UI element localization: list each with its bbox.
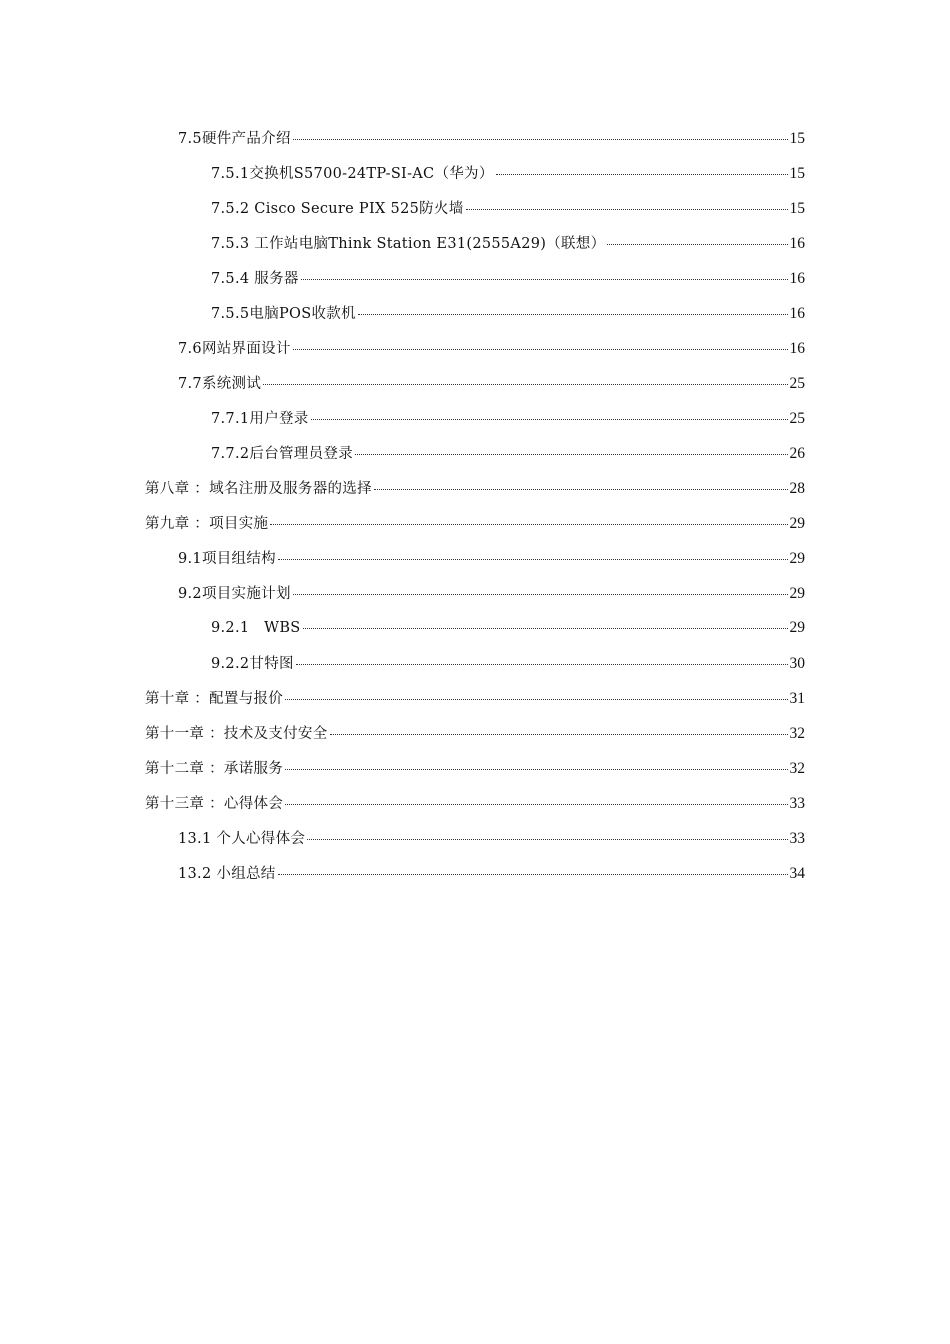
toc-entry[interactable] <box>0 155 950 190</box>
toc-dot-leader <box>293 349 788 350</box>
toc-entry-inner <box>178 372 805 393</box>
toc-entry-title: 第十二章 ：承诺服务 <box>145 761 284 777</box>
toc-entry-inner <box>145 792 805 813</box>
toc-entry-title: 7.6网站界面设计 <box>178 341 291 357</box>
toc-entry[interactable] <box>0 610 950 645</box>
toc-entry-inner <box>211 162 805 183</box>
toc-entry[interactable] <box>0 400 950 435</box>
toc-entry-page-number: 29 <box>789 585 805 602</box>
toc-dot-leader <box>358 314 788 315</box>
toc-entry[interactable] <box>0 435 950 470</box>
toc-dot-leader <box>296 664 788 665</box>
toc-entry-inner <box>145 687 805 708</box>
toc-entry-page-number: 30 <box>789 655 805 672</box>
toc-entry[interactable] <box>0 855 950 890</box>
toc-entry[interactable] <box>0 645 950 680</box>
toc-entry-title: 9.1项目组结构 <box>178 551 276 567</box>
toc-entry[interactable] <box>0 785 950 820</box>
toc-entry-inner <box>178 582 805 603</box>
toc-entry-page-number: 16 <box>789 235 805 252</box>
toc-entry-title: 9.2项目实施计划 <box>178 586 291 602</box>
toc-dot-leader <box>285 769 787 770</box>
toc-entry[interactable] <box>0 365 950 400</box>
toc-entry[interactable] <box>0 575 950 610</box>
toc-entry[interactable] <box>0 330 950 365</box>
toc-entry-title: 7.5.5电脑POS收款机 <box>211 306 356 322</box>
toc-entry-inner <box>178 547 805 568</box>
toc-entry-title: 13.1 个人心得体会 <box>178 831 306 847</box>
table-of-contents <box>0 120 950 890</box>
toc-entry-page-number: 25 <box>789 410 805 427</box>
toc-dot-leader <box>285 804 787 805</box>
toc-entry[interactable] <box>0 505 950 540</box>
toc-entry-inner <box>211 302 805 323</box>
toc-entry[interactable] <box>0 295 950 330</box>
toc-dot-leader <box>278 874 788 875</box>
toc-entry-page-number: 29 <box>789 618 805 636</box>
toc-dot-leader <box>278 559 788 560</box>
toc-entry-page-number: 16 <box>789 340 805 357</box>
toc-entry[interactable] <box>0 190 950 225</box>
toc-entry[interactable] <box>0 470 950 505</box>
toc-dot-leader <box>496 174 788 175</box>
toc-entry-title: 13.2 小组总结 <box>178 866 276 882</box>
toc-entry-title: 7.5.1交换机S5700-24TP-SI-AC（华为） <box>211 166 494 182</box>
toc-entry-title: 第十一章 ：技术及支付安全 <box>145 726 328 742</box>
toc-entry[interactable] <box>0 715 950 750</box>
toc-dot-leader <box>607 244 787 245</box>
toc-dot-leader <box>311 419 788 420</box>
toc-dot-leader <box>285 699 787 700</box>
toc-entry-inner <box>145 477 805 498</box>
toc-entry-page-number: 28 <box>789 480 805 497</box>
toc-entry-title: 7.5硬件产品介绍 <box>178 131 291 147</box>
toc-entry-page-number: 16 <box>789 270 805 287</box>
toc-entry-page-number: 15 <box>789 200 805 217</box>
toc-dot-leader <box>303 628 788 629</box>
toc-entry-page-number: 33 <box>789 795 805 812</box>
toc-dot-leader <box>293 594 788 595</box>
toc-entry-title: 7.7.2后台管理员登录 <box>211 446 353 462</box>
toc-entry-page-number: 26 <box>789 445 805 462</box>
toc-entry-inner <box>211 652 805 673</box>
toc-entry-inner <box>145 722 805 743</box>
toc-entry[interactable] <box>0 750 950 785</box>
toc-entry-title: 7.7系统测试 <box>178 376 262 392</box>
toc-entry-inner <box>211 619 805 637</box>
toc-dot-leader <box>263 384 787 385</box>
toc-entry[interactable] <box>0 820 950 855</box>
toc-entry[interactable] <box>0 260 950 295</box>
toc-entry[interactable] <box>0 225 950 260</box>
toc-entry[interactable] <box>0 120 950 155</box>
toc-dot-leader <box>270 524 787 525</box>
toc-entry-title: 第十章 ：配置与报价 <box>145 691 284 707</box>
toc-dot-leader <box>355 454 788 455</box>
toc-entry-page-number: 29 <box>789 515 805 532</box>
toc-dot-leader <box>301 279 788 280</box>
toc-dot-leader <box>307 839 787 840</box>
toc-dot-leader <box>466 209 788 210</box>
toc-entry-page-number: 32 <box>789 725 805 742</box>
toc-entry-inner <box>145 512 805 533</box>
toc-entry-page-number: 15 <box>789 130 805 147</box>
toc-entry-page-number: 16 <box>789 305 805 322</box>
toc-entry-inner <box>211 267 805 288</box>
toc-entry-inner <box>178 862 805 883</box>
toc-entry-page-number: 33 <box>789 830 805 847</box>
toc-entry-inner <box>211 407 805 428</box>
toc-dot-leader <box>330 734 788 735</box>
toc-entry-page-number: 34 <box>789 865 805 882</box>
toc-entry[interactable] <box>0 680 950 715</box>
toc-entry-page-number: 15 <box>789 165 805 182</box>
toc-entry-title: 7.7.1用户登录 <box>211 411 309 427</box>
toc-entry-page-number: 31 <box>789 690 805 707</box>
toc-entry-page-number: 29 <box>789 550 805 567</box>
toc-entry-inner <box>211 442 805 463</box>
toc-entry-title: 第九章 ：项目实施 <box>145 516 269 532</box>
toc-entry-title: 9.2.2甘特图 <box>211 656 294 672</box>
toc-entry-title: 7.5.4 服务器 <box>211 271 299 287</box>
toc-entry-title: 第十三章 ：心得体会 <box>145 796 284 812</box>
toc-entry-inner <box>178 127 805 148</box>
toc-entry-title: 7.5.2 Cisco Secure PIX 525防火墙 <box>211 201 464 217</box>
toc-entry-inner <box>211 197 805 218</box>
toc-entry-page-number: 32 <box>789 760 805 777</box>
toc-entry-title: 第八章 ：域名注册及服务器的选择 <box>145 481 372 497</box>
toc-dot-leader <box>293 139 788 140</box>
toc-entry-inner <box>145 757 805 778</box>
toc-entry-inner <box>178 337 805 358</box>
toc-entry-inner <box>178 827 805 848</box>
toc-entry[interactable] <box>0 540 950 575</box>
toc-entry-inner <box>211 232 805 253</box>
toc-entry-title: 7.5.3 工作站电脑Think Station E31(2555A29)（联想） <box>211 236 606 252</box>
toc-dot-leader <box>374 489 788 490</box>
toc-entry-page-number: 25 <box>789 375 805 392</box>
toc-entry-title: 9.2.1 WBS <box>211 619 301 636</box>
